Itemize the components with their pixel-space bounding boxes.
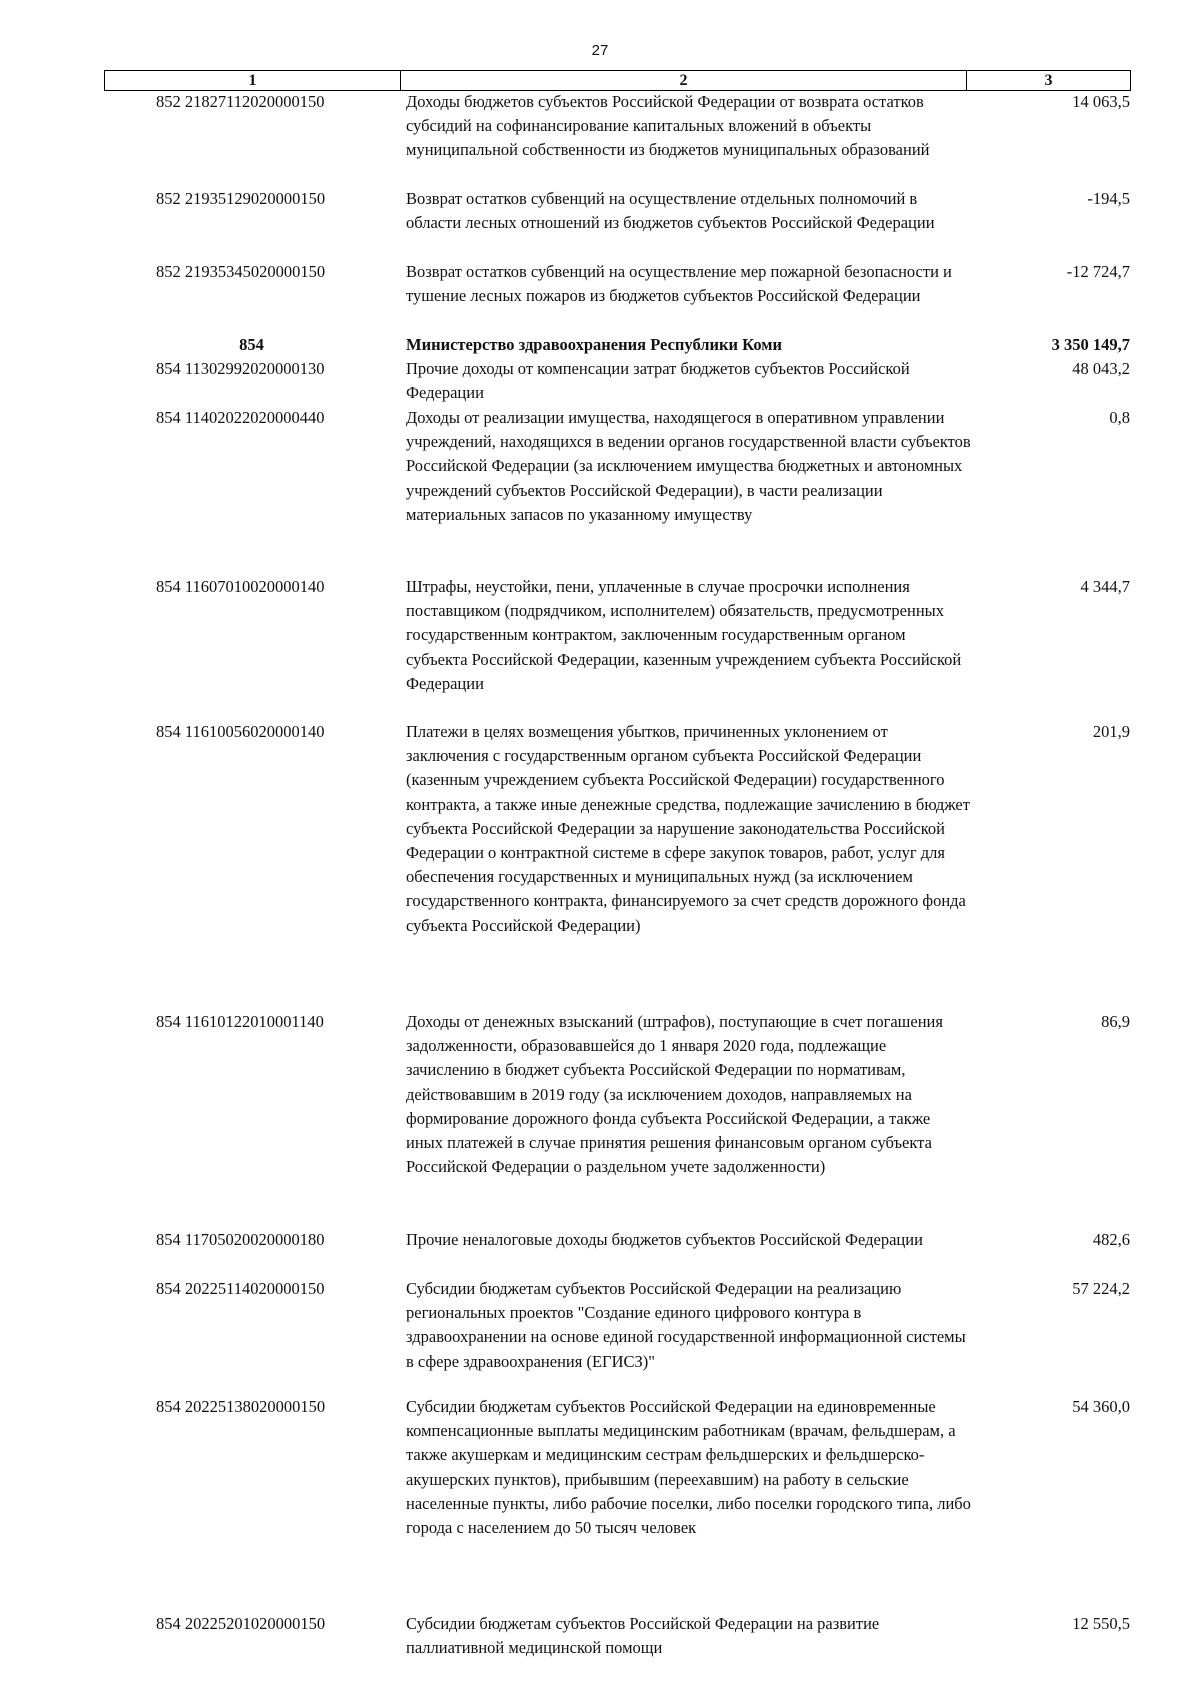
row-description: Доходы бюджетов субъектов Российской Федерации от возврата остатков субсидий на софинансирование капитальных вложений в объекты муниципальной собственности из бюджетов муниципальных образований [406,92,930,160]
row-amount: 201,9 [1092,722,1130,741]
row-code: 854 20225114020000150 [156,1279,325,1298]
row-code: 854 20225138020000150 [156,1397,326,1416]
row-amount: 54 360,0 [1072,1397,1130,1416]
row-code: 854 [239,335,264,354]
header-col-2: 2 [401,71,967,90]
row-code: 854 11607010020000140 [156,577,325,596]
row-amount: 12 550,5 [1072,1614,1130,1633]
row-code: 854 11302992020000130 [156,359,325,378]
row-amount: -12 724,7 [1066,262,1130,281]
row-description: Прочие неналоговые доходы бюджетов субъектов Российской Федерации [406,1230,923,1249]
row-description: Штрафы, неустойки, пени, уплаченные в случае просрочки исполнения поставщиком (подрядчиком, исполнителем) обязательств, предусмотренных государственным контрактом, заключенным государственным органом субъекта Российской Федерации, казенным учреждением субъекта Российской Федерации [406,577,962,693]
row-code: 852 21935129020000150 [156,189,326,208]
row-code: 854 11402022020000440 [156,408,325,427]
row-description: Министерство здравоохранения Республики Коми [406,335,783,354]
page-number: 27 [591,42,609,59]
table-header [104,70,1131,91]
row-amount: 48 043,2 [1072,359,1130,378]
row-description: Возврат остатков субвенций на осуществление мер пожарной безопасности и тушение лесных пожаров из бюджетов субъектов Российской Федерации [406,262,952,306]
row-description: Прочие доходы от компенсации затрат бюджетов субъектов Российской Федерации [406,359,910,403]
row-description: Возврат остатков субвенций на осуществление отдельных полномочий в области лесных отношений из бюджетов субъектов Российской Федерации [406,189,935,233]
row-amount: 57 224,2 [1072,1279,1130,1298]
row-description: Доходы от реализации имущества, находящегося в оперативном управлении учреждений, находящихся в ведении органов государственной власти субъектов Российской Федерации (за исключением имущества бюджетных и автономных учреждений субъектов Российской Федерации), в части реализации материальных запасов по указанному имуществу [406,408,971,524]
row-description: Субсидии бюджетам субъектов Российской Федерации на развитие паллиативной медицинской помощи [406,1614,880,1658]
row-amount: 3 350 149,7 [1051,335,1130,354]
row-amount: 0,8 [1109,408,1130,427]
header-col-3: 3 [1044,72,1053,89]
row-code: 852 21935345020000150 [156,262,326,281]
header-col-1: 1 [105,71,401,90]
row-description: Платежи в целях возмещения убытков, причиненных уклонением от заключения с государственным органом субъекта Российской Федерации (казенным учреждением субъекта Российской Федерации) государственного контракта, а также иные денежные средства, подлежащие зачислению в бюджет субъекта Российской Федерации за нарушение законодательства Российской Федерации о контрактной системе в сфере закупок товаров, работ, услуг для обеспечения государственных и муниципальных нужд (за исключением государственного контракта, финансируемого за счет средств дорожного фонда субъекта Российской Федерации) [406,722,970,935]
row-code: 854 11610122010001140 [156,1012,324,1031]
row-amount: 86,9 [1101,1012,1130,1031]
row-amount: 4 344,7 [1080,577,1130,596]
row-amount: 482,6 [1092,1230,1130,1249]
row-amount: 14 063,5 [1072,92,1130,111]
row-description: Субсидии бюджетам субъектов Российской Федерации на единовременные компенсационные выплаты медицинским работникам (врачам, фельдшерам, а также акушеркам и медицинским сестрам фельдшерских и фельдшерско-акушерских пунктов), прибывшим (переехавшим) на работу в сельские населенные пункты, либо рабочие поселки, либо поселки городского типа, либо города с населением до 50 тысяч человек [406,1397,971,1538]
row-code: 854 11705020020000180 [156,1230,325,1249]
row-code: 854 20225201020000150 [156,1614,326,1633]
row-description: Субсидии бюджетам субъектов Российской Федерации на реализацию региональных проектов "Создание единого цифрового контура в здравоохранении на основе единой государственной информационной системы в сфере здравоохранения (ЕГИСЗ)" [406,1279,966,1371]
row-code: 854 11610056020000140 [156,722,325,741]
row-amount: -194,5 [1087,189,1130,208]
row-code: 852 21827112020000150 [156,92,325,111]
row-description: Доходы от денежных взысканий (штрафов), поступающие в счет погашения задолженности, образовавшейся до 1 января 2020 года, подлежащие зачислению в бюджет субъекта Российской Федерации по нормативам, действовавшим в 2019 году (за исключением доходов, направляемых на формирование дорожного фонда субъекта Российской Федерации, а также иных платежей в случае принятия решения финансовым органом субъекта Российской Федерации о раздельном учете задолженности) [406,1012,943,1177]
